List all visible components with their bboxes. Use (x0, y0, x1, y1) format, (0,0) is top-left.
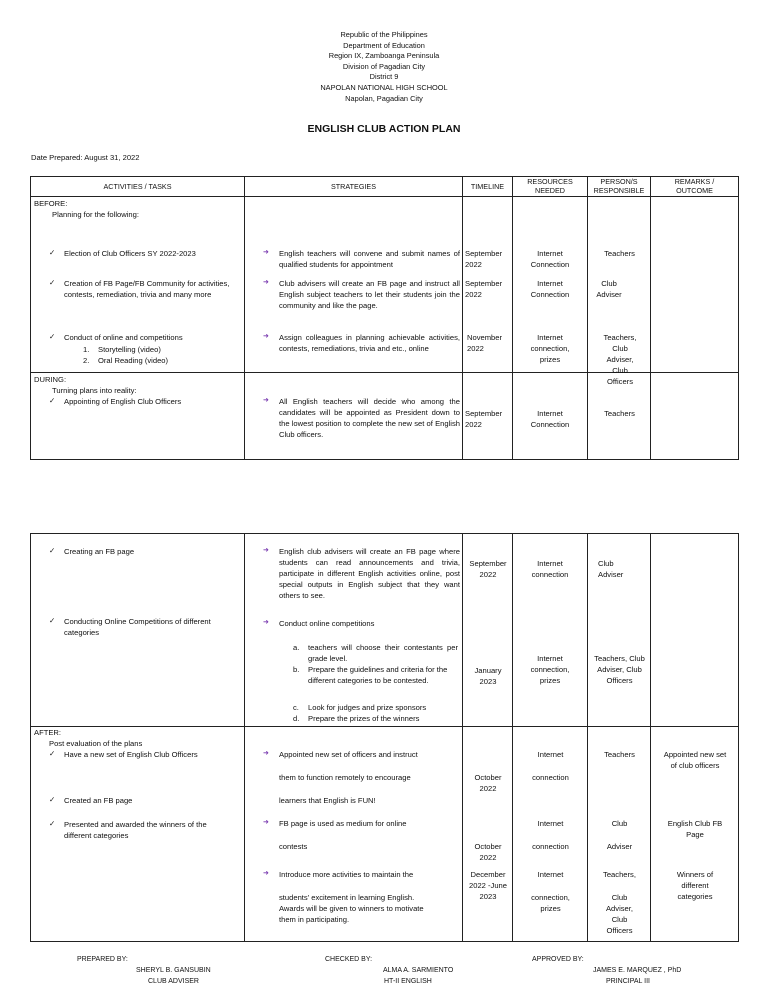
letterhead-line: Republic of the Philippines (340, 30, 428, 39)
activity-text: Conduct of online and competitions (64, 333, 183, 342)
resources-text: connection, (531, 893, 570, 902)
signature-role: PRINCIPAL III (606, 978, 650, 985)
after-person-cell (588, 727, 651, 942)
action-plan-table-page2 (30, 533, 739, 942)
resources-text: prizes (540, 904, 561, 913)
list-item: Oral Reading (video) (98, 356, 169, 365)
person-text: Teachers, Club Adviser, Club Officers (594, 654, 645, 685)
activity-text: Creation of FB Page/FB Community for activities, contests, remediation, trivia and many more (64, 279, 230, 299)
during-resources-cell (513, 534, 588, 727)
strategy-line: them in participating. (279, 915, 350, 924)
timeline-text: November 2022 (467, 333, 503, 353)
activity-text: Have a new set of English Club Officers (64, 750, 198, 759)
resources-text: Internet (537, 750, 564, 759)
remarks-text: English Club FB Page (667, 819, 723, 839)
signature-role: CLUB ADVISER (148, 978, 199, 985)
phase-heading: AFTER: (34, 728, 62, 737)
signature-role: HT-II ENGLISH (384, 978, 432, 985)
during-person-cell (588, 534, 651, 727)
column-header: STRATEGIES (245, 177, 463, 197)
strategy-line: Appointed new set of officers and instruct (279, 750, 418, 759)
letterhead-line: Region IX, Zamboanga Peninsula (328, 51, 440, 61)
arrow-bullet-icon: ➜ (263, 249, 269, 256)
before-activities-cell (31, 197, 245, 373)
signature-label: PREPARED BY: (77, 956, 128, 963)
list-item-letter: b. (293, 665, 300, 674)
check-icon: ✓ (49, 819, 56, 828)
activity-text: Creating an FB page (64, 547, 135, 556)
during-strategies-cell (245, 373, 463, 460)
after-timeline-cell (463, 727, 513, 942)
person-text: Officers (606, 926, 633, 935)
timeline-text: September 2022 (465, 249, 503, 269)
person-text: Adviser, (605, 904, 633, 913)
strategy-text: Conduct online competitions (279, 619, 375, 628)
person-text: Adviser (606, 842, 633, 851)
list-item: Look for judges and prize sponsors (308, 703, 427, 712)
before-timeline-cell (463, 197, 513, 373)
after-strategies-cell (245, 727, 463, 942)
arrow-bullet-icon: ➜ (263, 870, 269, 877)
phase-subheading: Post evaluation of the plans (49, 739, 143, 748)
phase-heading: DURING: (34, 375, 67, 384)
activity-text: Presented and awarded the winners of the different categories (64, 820, 207, 840)
strategy-text: All English teachers will decide who among the candidates will be appointed as President down to the lowest position to complete the new set of English Club officers. (279, 397, 460, 439)
strategy-line: Awards will be given to winners to motivate (279, 904, 424, 913)
signature-name: SHERYL B. GANSUBIN (136, 967, 211, 974)
strategy-text: English teachers will convene and submit names of qualified students for appointment (279, 249, 460, 269)
list-item: Prepare the guidelines and criteria for the different categories to be contested. (308, 665, 448, 685)
check-icon: ✓ (49, 795, 56, 804)
action-plan-table-page1 (30, 176, 739, 460)
column-header: ACTIVITIES / TASKS (31, 177, 245, 197)
person-text: Teachers (604, 249, 635, 258)
check-icon: ✓ (49, 616, 56, 625)
page-title: ENGLISH CLUB ACTION PLAN (307, 123, 461, 135)
timeline-text: September 2022 (465, 279, 503, 299)
check-icon: ✓ (49, 396, 56, 405)
person-text: Teachers (604, 409, 635, 418)
check-icon: ✓ (49, 278, 56, 287)
resources-text: Internet (537, 870, 564, 879)
during-person-cell (588, 373, 651, 460)
activity-text: Conducting Online Competitions of different categories (64, 617, 211, 637)
arrow-bullet-icon: ➜ (263, 750, 269, 757)
arrow-bullet-icon: ➜ (263, 547, 269, 554)
column-header: PERSON/S RESPONSIBLE (588, 177, 651, 197)
list-item-letter: c. (293, 703, 299, 712)
signature-name: JAMES E. MARQUEZ , PhD (593, 967, 682, 974)
resources-text: Internet connection, prizes (530, 333, 570, 364)
resources-text: Internet Connection (530, 279, 570, 299)
resources-text: Internet connection (531, 559, 569, 579)
arrow-bullet-icon: ➜ (263, 279, 269, 286)
check-icon: ✓ (49, 248, 56, 257)
remarks-text: Appointed new set of club officers (663, 750, 727, 770)
person-text: Club Adviser (598, 559, 624, 579)
arrow-bullet-icon: ➜ (263, 619, 269, 626)
person-text: Club (611, 819, 628, 828)
person-text: Teachers, (603, 870, 636, 879)
resources-text: Internet Connection (530, 409, 570, 429)
date-prepared: Date Prepared: August 31, 2022 (31, 153, 140, 162)
after-resources-cell (513, 727, 588, 942)
phase-heading: BEFORE: (34, 199, 68, 208)
check-icon: ✓ (49, 332, 56, 341)
strategy-line: Introduce more activities to maintain the (279, 870, 414, 879)
person-text: Teachers (604, 750, 635, 759)
strategy-text: Assign colleagues in planning achievable activities, contests, remediations, trivia and etc., online (279, 333, 460, 353)
check-icon: ✓ (49, 749, 56, 758)
during-timeline-cell (463, 373, 513, 460)
letterhead-line: NAPOLAN NATIONAL HIGH SCHOOL (320, 82, 448, 92)
strategy-line: learners that English is FUN! (279, 796, 376, 805)
strategy-line: students’ excitement in learning English. (279, 893, 415, 902)
list-item-number: 2. (83, 356, 90, 365)
resources-text: Internet (537, 819, 564, 828)
strategy-line: FB page is used as medium for online (279, 819, 407, 828)
before-person-cell (588, 197, 651, 386)
list-item: Storytelling (video) (98, 345, 161, 354)
resources-text: connection (532, 773, 569, 782)
list-item: teachers will choose their contestants per grade level. (308, 643, 458, 663)
letterhead-line: Napolan, Pagadian City (345, 93, 423, 103)
timeline-text: September 2022 (465, 409, 503, 429)
arrow-bullet-icon: ➜ (263, 819, 269, 826)
letterhead (0, 30, 768, 104)
before-strategies-cell (245, 197, 463, 373)
list-item-letter: d. (293, 714, 300, 723)
during-activities-cell (31, 534, 245, 727)
list-item: Prepare the prizes of the winners (308, 714, 420, 723)
activity-text: Appointing of English Club Officers (64, 397, 182, 406)
letterhead-line: District 9 (369, 72, 399, 82)
resources-text: Internet connection, prizes (530, 654, 570, 685)
person-text: Club Adviser (596, 279, 622, 299)
timeline-text: January 2023 (474, 666, 502, 686)
column-header: REMARKS / OUTCOME (651, 177, 739, 197)
column-header: RESOURCES NEEDED (513, 177, 588, 197)
strategy-line: contests (279, 842, 308, 851)
phase-subheading: Planning for the following: (52, 210, 139, 219)
after-activities-cell (31, 727, 245, 942)
activity-text: Election of Club Officers SY 2022-2023 (64, 249, 196, 258)
strategy-line: them to function remotely to encourage (279, 773, 411, 782)
during-activities-cell (31, 373, 245, 460)
signature-name: ALMA A. SARMIENTO (383, 967, 454, 974)
arrow-bullet-icon: ➜ (263, 397, 269, 404)
list-item-number: 1. (83, 345, 90, 354)
arrow-bullet-icon: ➜ (263, 333, 269, 340)
column-header: TIMELINE (463, 177, 513, 197)
during-strategies-cell (245, 534, 463, 727)
timeline-text: October 2022 (474, 773, 502, 793)
resources-text: connection (532, 842, 569, 851)
signature-label: CHECKED BY: (325, 956, 373, 963)
remarks-text: Winners of different categories (676, 870, 714, 901)
during-remarks-cell (651, 534, 739, 727)
resources-text: Internet Connection (530, 249, 570, 269)
before-resources-cell (513, 197, 588, 373)
person-text: Club (611, 915, 628, 924)
person-text: Teachers, Club Adviser, Club Officers (603, 333, 637, 386)
check-icon: ✓ (49, 546, 56, 555)
before-remarks-cell (651, 197, 739, 373)
timeline-text: September 2022 (469, 559, 507, 579)
strategy-text: Club advisers will create an FB page and instruct all English subject teachers to let their students join the community and like the page. (279, 279, 460, 310)
after-remarks-cell (651, 727, 739, 942)
activity-text: Created an FB page (64, 796, 133, 805)
letterhead-line: Division of Pagadian City (342, 61, 426, 71)
during-remarks-cell (651, 373, 739, 460)
strategy-text: English club advisers will create an FB page where students can read announcements and trivia, participate in different English activities online, post special outputs in English subject that they want others to see. (279, 547, 460, 600)
signature-label: APPROVED BY: (532, 956, 584, 963)
during-timeline-cell (463, 534, 513, 727)
during-resources-cell (513, 373, 588, 460)
timeline-text: October 2022 (474, 842, 502, 862)
timeline-text: December 2022 -June 2023 (469, 870, 507, 901)
phase-subheading: Turning plans into reality: (52, 386, 137, 395)
list-item-letter: a. (293, 643, 300, 652)
person-text: Club (611, 893, 628, 902)
letterhead-line: Department of Education (343, 40, 425, 50)
